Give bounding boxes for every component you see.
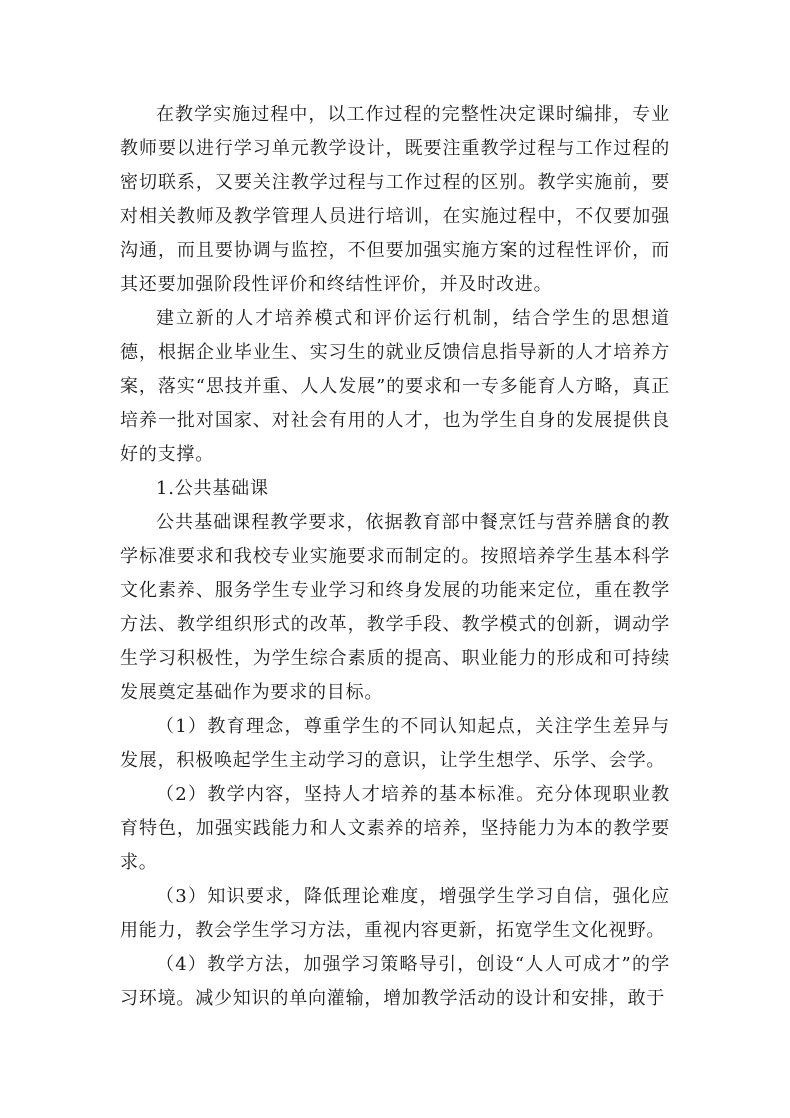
list-item-education-philosophy: （1）教育理念，尊重学生的不同认知起点，关注学生差异与发展，积极唤起学生主动学习的意识，让学生想学、乐学、会学。 [120, 716, 670, 771]
document-body [120, 98, 670, 1016]
paragraph-teaching-implementation: 在教学实施过程中，以工作过程的完整性决定课时编排，专业教师要以进行学习单元教学设计，既要注重教学过程与工作过程的密切联系，又要关注教学过程与工作过程的区别。教学实施前，要对相关教师及教学管理人员进行培训，在实施过程中，不仅要加强沟通，而且要协调与监控，不但要加强实施方案的过程性评价，而其还要加强阶段性评价和终结性评价，并及时改进。 [120, 104, 670, 295]
list-item-teaching-content: （2）教学内容，坚持人才培养的基本标准。充分体现职业教育特色，加强实践能力和人文素养的培养，坚持能力为本的教学要求。 [120, 784, 670, 873]
paragraph-public-basic-course-requirements: 公共基础课程教学要求，依据教育部中餐烹饪与营养膳食的教学标准要求和我校专业实施要求而制定的。按照培养学生基本科学文化素养、服务学生专业学习和终身发展的功能来定位，重在教学方法、教学组织形式的改革，教学手段、教学模式的创新，调动学生学习积极性，为学生综合素质的提高、职业能力的形成和可持续发展奠定基础作为要求的目标。 [120, 512, 670, 703]
list-item-teaching-methods: （4）教学方法，加强学习策略导引，创设“人人可成才”的学习环境。减少知识的单向灌输，增加教学活动的设计和安排，敢于 [120, 954, 670, 1009]
section-heading-public-basic-courses: 1.公共基础课 [156, 478, 269, 499]
list-item-knowledge-requirements: （3）知识要求，降低理论难度，增强学生学习自信，强化应用能力，教会学生学习方法，重视内容更新，拓宽学生文化视野。 [120, 886, 670, 941]
paragraph-talent-training-model: 建立新的人才培养模式和评价运行机制，结合学生的思想道德，根据企业毕业生、实习生的就业反馈信息指导新的人才培养方案，落实“思技并重、人人发展”的要求和一专多能育人方略，真正培养一批对国家、对社会有用的人才，也为学生自身的发展提供良好的支撑。 [120, 308, 670, 465]
